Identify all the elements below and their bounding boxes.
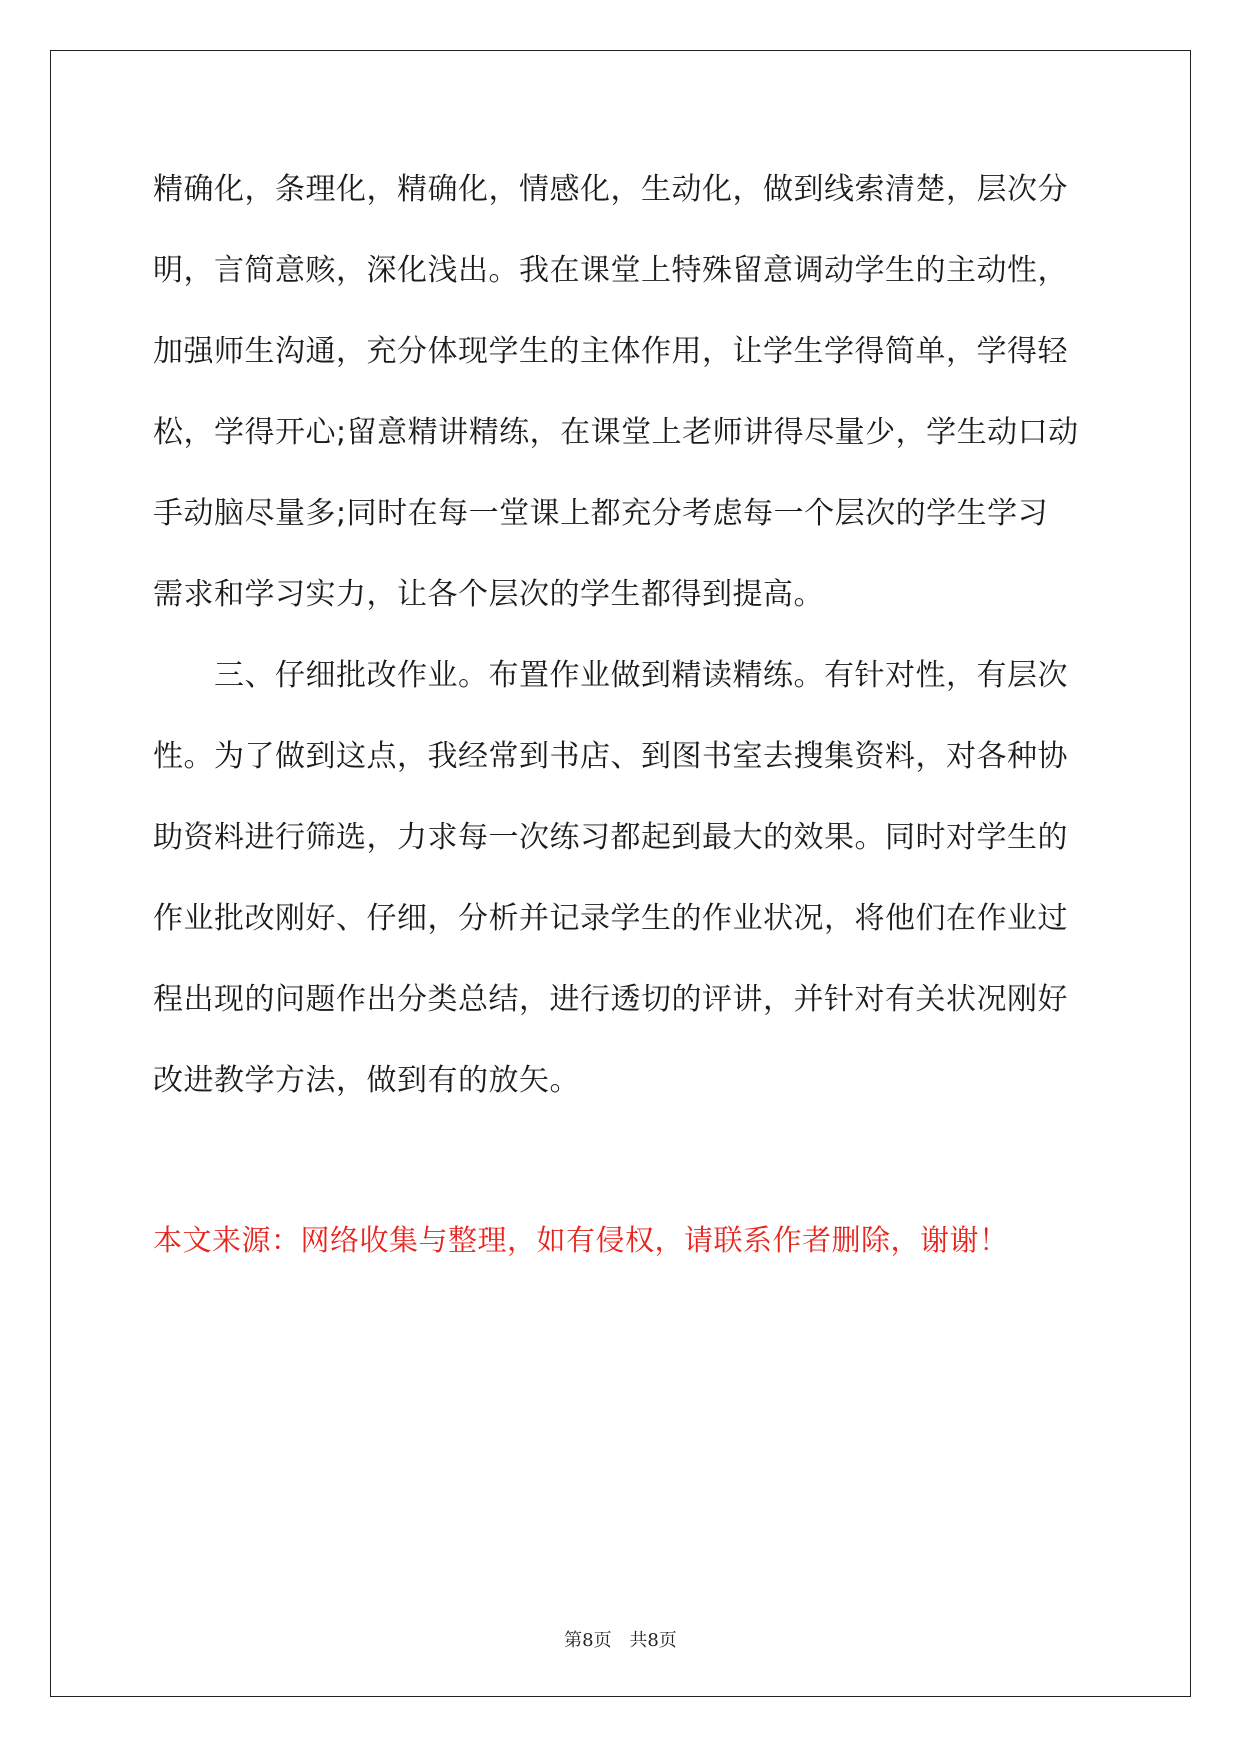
body-line: 手动脑尽量多;同时在每一堂课上都充分考虑每一个层次的学生学习 bbox=[153, 496, 1049, 531]
body-line: 精确化，条理化，精确化，情感化，生动化，做到线索清楚，层次分 bbox=[153, 172, 1068, 207]
body-line: 助资料进行筛选，力求每一次练习都起到最大的效果。同时对学生的 bbox=[153, 820, 1068, 855]
body-line: 性。为了做到这点，我经常到书店、到图书室去搜集资料，对各种协 bbox=[153, 739, 1068, 774]
body-line: 程出现的问题作出分类总结，进行透切的评讲，并针对有关状况刚好 bbox=[153, 982, 1068, 1017]
page-footer bbox=[0, 1626, 1241, 1652]
body-line: 明，言简意赅，深化浅出。我在课堂上特殊留意调动学生的主动性， bbox=[153, 253, 1068, 288]
body-line: 三、仔细批改作业。布置作业做到精读精练。有针对性，有层次 bbox=[153, 658, 1068, 693]
body-line: 改进教学方法，做到有的放矢。 bbox=[153, 1063, 580, 1098]
source-note: 本文来源：网络收集与整理，如有侵权，请联系作者删除，谢谢！ bbox=[153, 1223, 1009, 1257]
body-line: 作业批改刚好、仔细，分析并记录学生的作业状况，将他们在作业过 bbox=[153, 901, 1068, 936]
page-number-total: 共8页 bbox=[629, 1630, 677, 1651]
body-line: 加强师生沟通，充分体现学生的主体作用，让学生学得简单，学得轻 bbox=[153, 334, 1068, 369]
page-number-current: 第8页 bbox=[564, 1630, 612, 1651]
body-line: 需求和学习实力，让各个层次的学生都得到提高。 bbox=[153, 577, 824, 612]
body-line: 松，学得开心;留意精讲精练，在课堂上老师讲得尽量少，学生动口动 bbox=[153, 415, 1079, 450]
document-body bbox=[153, 165, 1093, 1137]
